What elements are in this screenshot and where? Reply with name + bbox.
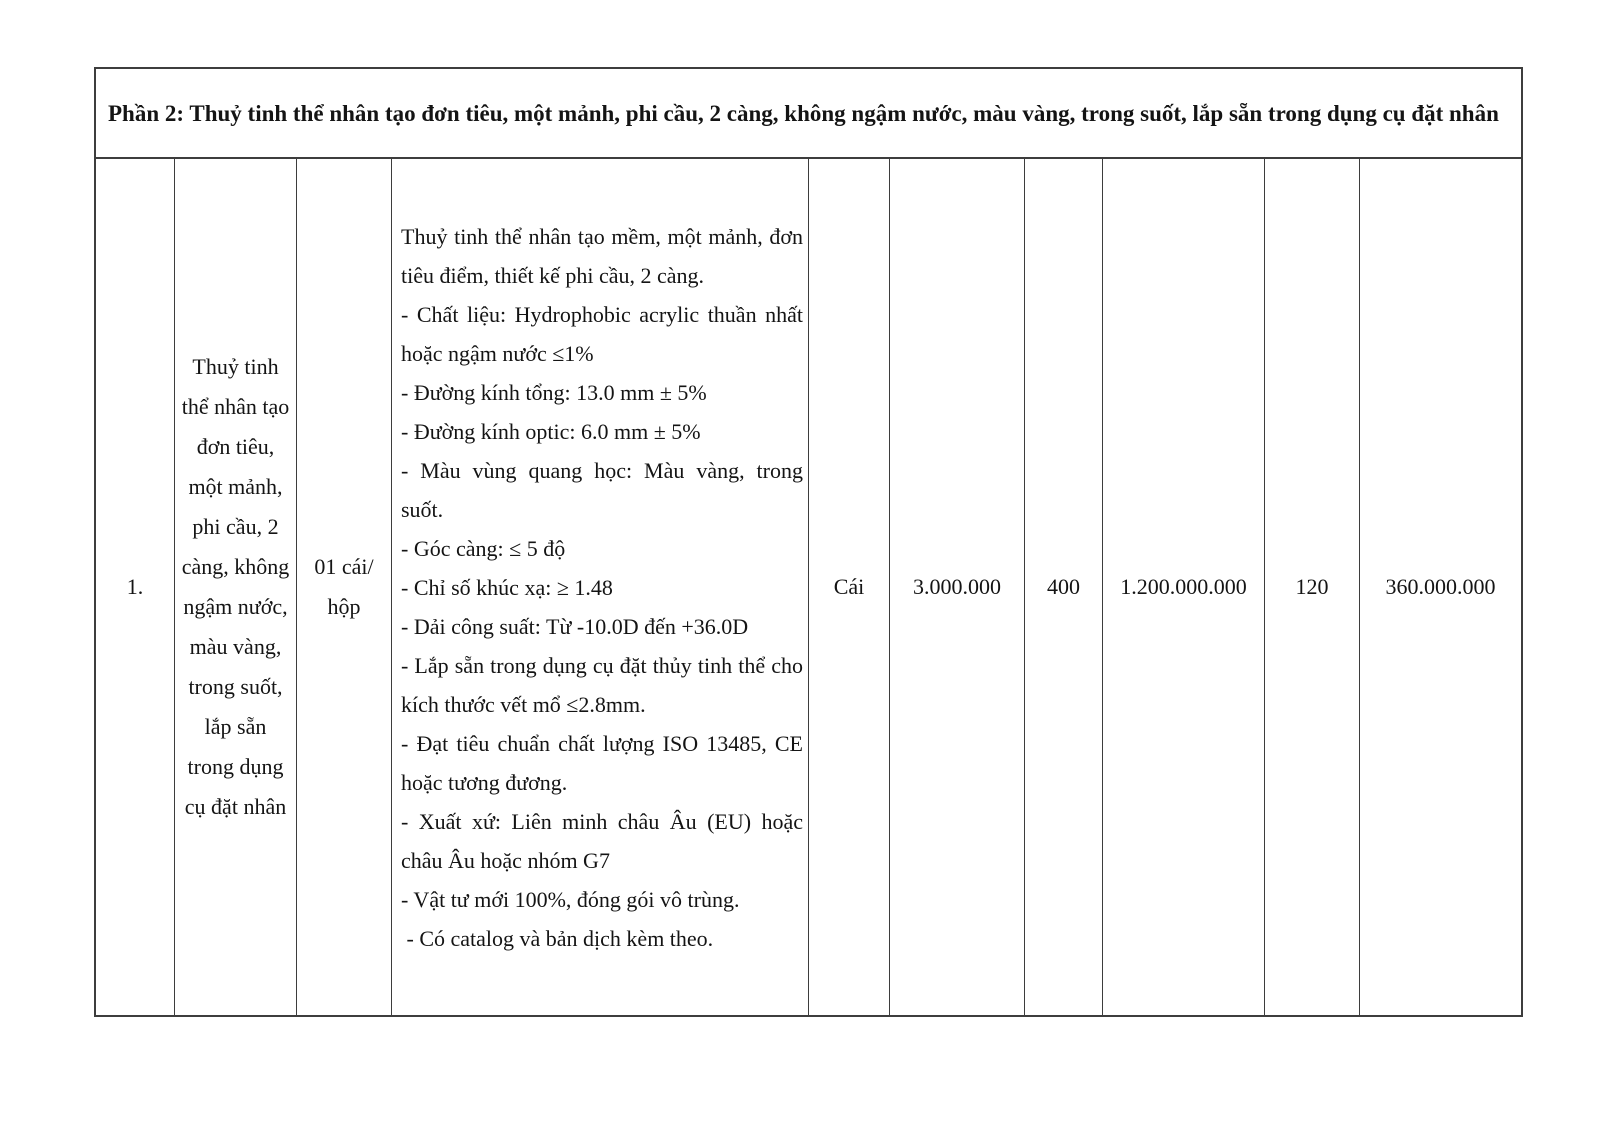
spec-line: - Lắp sẵn trong dụng cụ đặt thủy tinh thể cho kích thước vết mổ ≤2.8mm. bbox=[401, 652, 809, 717]
cell-packing bbox=[297, 159, 392, 1015]
cell-quantity-2 bbox=[1265, 159, 1360, 1015]
spec-line: - Màu vùng quang học: Màu vàng, trong suốt. bbox=[401, 457, 809, 522]
cell-quantity-1 bbox=[1025, 159, 1103, 1015]
spec-line: - Chất liệu: Hydrophobic acrylic thuần nhất hoặc ngậm nước ≤1% bbox=[401, 301, 809, 366]
cell-unit-price bbox=[890, 159, 1025, 1015]
quantity-2-value: 120 bbox=[1295, 574, 1329, 599]
spec-line: - Góc càng: ≤ 5 độ bbox=[401, 535, 566, 561]
spec-line: - Đường kính optic: 6.0 mm ± 5% bbox=[401, 418, 701, 444]
packing-text: 01 cái/ hộp bbox=[314, 554, 374, 619]
spec-line: - Dải công suất: Từ -10.0D đến +36.0D bbox=[401, 613, 749, 639]
quantity-1-value: 400 bbox=[1047, 574, 1080, 599]
spec-line: Thuỷ tinh thể nhân tạo mềm, một mảnh, đơn tiêu điểm, thiết kế phi cầu, 2 càng. bbox=[401, 223, 809, 288]
spec-line: - Xuất xứ: Liên minh châu Âu (EU) hoặc châu Âu hoặc nhóm G7 bbox=[401, 808, 809, 873]
item-name-text: Thuỷ tinh thể nhân tạo đơn tiêu, một mảnh, phi cầu, 2 càng, không ngậm nước, màu vàng, trong suốt, lắp sẵn trong dụng cụ đặt nhân bbox=[181, 354, 290, 819]
stt-value: 1. bbox=[126, 574, 144, 599]
cell-amount-1 bbox=[1103, 159, 1265, 1015]
spec-lines bbox=[401, 217, 809, 958]
amount-1-value: 1.200.000.000 bbox=[1120, 574, 1247, 599]
table-row bbox=[96, 159, 1521, 1015]
cell-stt bbox=[96, 159, 175, 1015]
cell-item-name bbox=[175, 159, 297, 1015]
spec-line: - Đường kính tổng: 13.0 mm ± 5% bbox=[401, 379, 707, 405]
spec-line: - Có catalog và bản dịch kèm theo. bbox=[401, 925, 714, 951]
amount-2-value: 360.000.000 bbox=[1385, 574, 1496, 599]
cell-specifications bbox=[392, 159, 809, 1015]
spec-line: - Chỉ số khúc xạ: ≥ 1.48 bbox=[401, 574, 613, 600]
cell-amount-2 bbox=[1360, 159, 1521, 1015]
unit-price-value: 3.000.000 bbox=[913, 574, 1001, 599]
section-header bbox=[96, 69, 1521, 159]
spec-line: - Đạt tiêu chuẩn chất lượng ISO 13485, CE hoặc tương đương. bbox=[401, 730, 809, 795]
section-title: Phần 2: Thuỷ tinh thể nhân tạo đơn tiêu, một mảnh, phi cầu, 2 càng, không ngậm nước, màu vàng, trong suốt, lắp sẵn trong dụng cụ đặt nhân bbox=[108, 100, 1499, 126]
spec-line: - Vật tư mới 100%, đóng gói vô trùng. bbox=[401, 886, 740, 912]
cell-unit bbox=[809, 159, 890, 1015]
unit-text: Cái bbox=[833, 574, 865, 599]
procurement-table bbox=[94, 67, 1523, 1017]
